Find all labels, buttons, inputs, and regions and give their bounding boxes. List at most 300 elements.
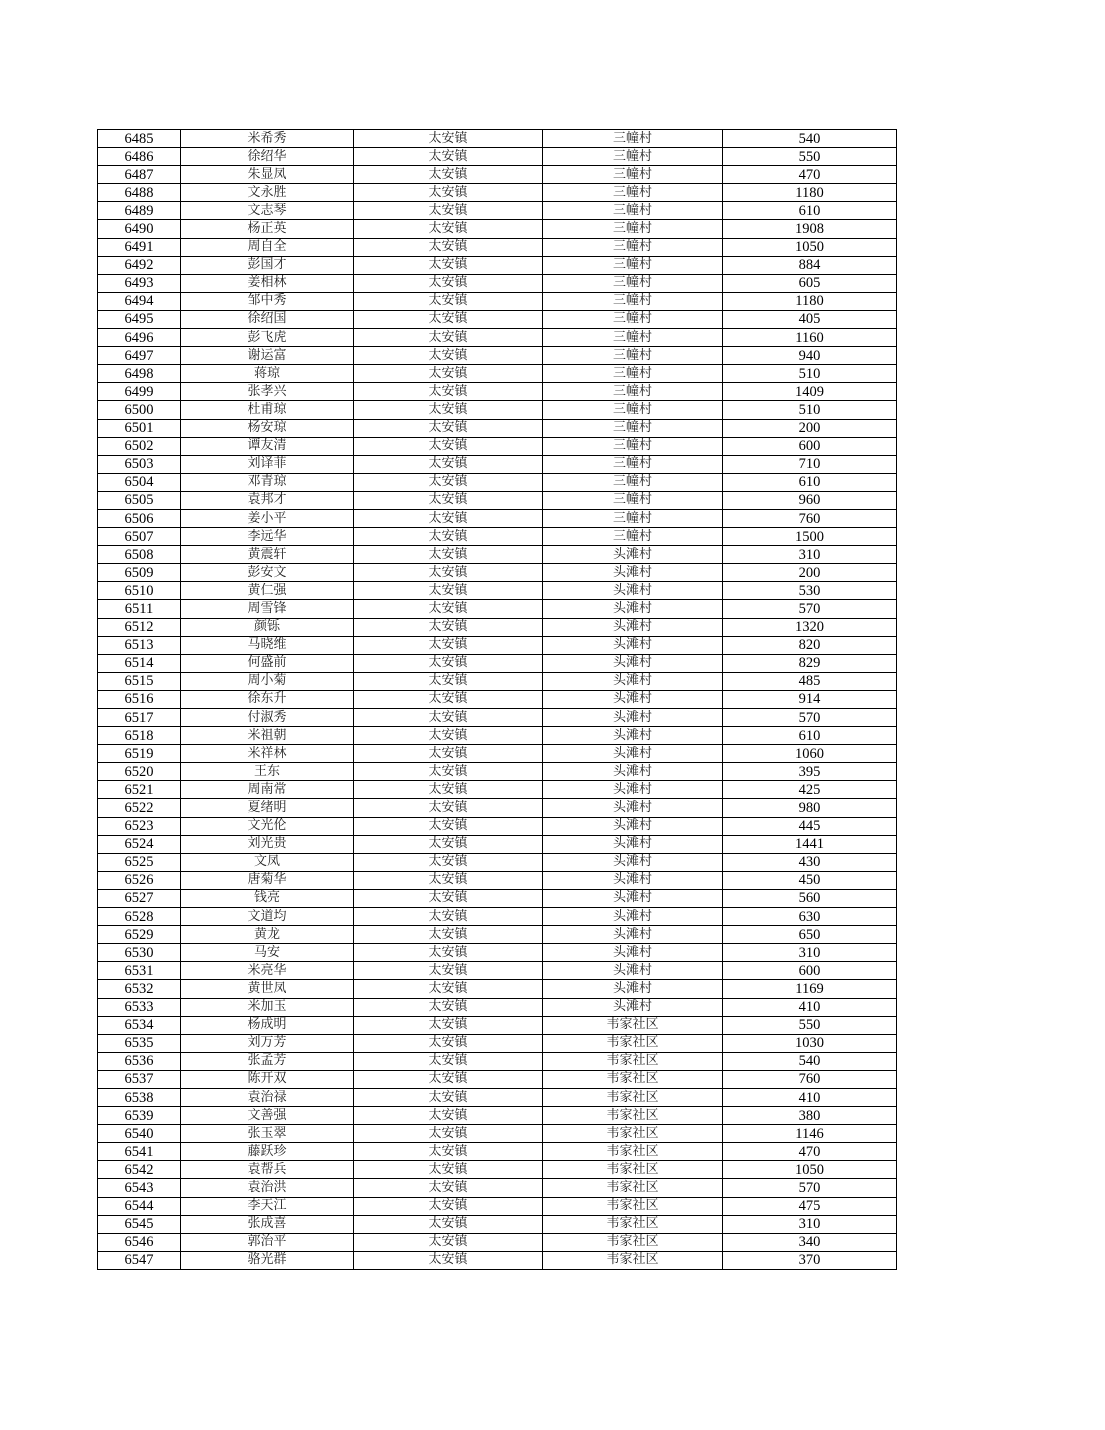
table-row [98,817,897,835]
name-cell: 黄龙 [181,926,354,944]
village-cell: 三幢村 [543,419,723,437]
name-cell: 彭安文 [181,564,354,582]
row-number-cell: 6503 [98,455,181,473]
table-row [98,1179,897,1197]
table-row [98,944,897,962]
village-cell: 三幢村 [543,202,723,220]
town-cell: 太安镇 [354,582,543,600]
village-cell: 头滩村 [543,654,723,672]
table-row [98,1251,897,1269]
amount-cell: 370 [723,1251,897,1269]
amount-cell: 200 [723,419,897,437]
name-cell: 袁治禄 [181,1088,354,1106]
name-cell: 刘万芳 [181,1034,354,1052]
town-cell: 太安镇 [354,1016,543,1034]
table-row [98,256,897,274]
row-number-cell: 6515 [98,672,181,690]
row-number-cell: 6495 [98,310,181,328]
town-cell: 太安镇 [354,256,543,274]
town-cell: 太安镇 [354,908,543,926]
name-cell: 米亮华 [181,962,354,980]
village-cell: 韦家社区 [543,1070,723,1088]
row-number-cell: 6506 [98,509,181,527]
name-cell: 藤跃珍 [181,1143,354,1161]
row-number-cell: 6545 [98,1215,181,1233]
amount-cell: 530 [723,582,897,600]
town-cell: 太安镇 [354,347,543,365]
village-cell: 韦家社区 [543,1107,723,1125]
village-cell: 三幢村 [543,401,723,419]
name-cell: 谢运富 [181,347,354,365]
village-cell: 头滩村 [543,853,723,871]
village-cell: 头滩村 [543,763,723,781]
name-cell: 杜甫琼 [181,401,354,419]
village-cell: 韦家社区 [543,1052,723,1070]
row-number-cell: 6525 [98,853,181,871]
row-number-cell: 6547 [98,1251,181,1269]
row-number-cell: 6543 [98,1179,181,1197]
table-row [98,745,897,763]
table-row [98,582,897,600]
town-cell: 太安镇 [354,473,543,491]
amount-cell: 1180 [723,292,897,310]
village-cell: 韦家社区 [543,1088,723,1106]
village-cell: 头滩村 [543,944,723,962]
village-cell: 韦家社区 [543,1034,723,1052]
name-cell: 黄震轩 [181,546,354,564]
village-cell: 三幢村 [543,491,723,509]
name-cell: 文光伦 [181,817,354,835]
row-number-cell: 6496 [98,329,181,347]
table-row [98,1215,897,1233]
village-cell: 三幢村 [543,509,723,527]
town-cell: 太安镇 [354,1107,543,1125]
town-cell: 太安镇 [354,383,543,401]
name-cell: 彭飞虎 [181,329,354,347]
row-number-cell: 6511 [98,600,181,618]
amount-cell: 710 [723,455,897,473]
village-cell: 韦家社区 [543,1016,723,1034]
row-number-cell: 6534 [98,1016,181,1034]
village-cell: 头滩村 [543,672,723,690]
name-cell: 姜小平 [181,509,354,527]
village-cell: 三幢村 [543,455,723,473]
row-number-cell: 6533 [98,998,181,1016]
village-cell: 头滩村 [543,962,723,980]
table-row [98,1034,897,1052]
table-row [98,238,897,256]
row-number-cell: 6500 [98,401,181,419]
town-cell: 太安镇 [354,238,543,256]
village-cell: 三幢村 [543,166,723,184]
town-cell: 太安镇 [354,455,543,473]
town-cell: 太安镇 [354,889,543,907]
row-number-cell: 6507 [98,528,181,546]
amount-cell: 410 [723,998,897,1016]
row-number-cell: 6522 [98,799,181,817]
amount-cell: 340 [723,1233,897,1251]
table-row [98,1233,897,1251]
table-row [98,383,897,401]
row-number-cell: 6544 [98,1197,181,1215]
village-cell: 头滩村 [543,817,723,835]
table-row [98,1143,897,1161]
town-cell: 太安镇 [354,980,543,998]
name-cell: 周南常 [181,781,354,799]
village-cell: 头滩村 [543,546,723,564]
table-row [98,1107,897,1125]
table-row [98,1016,897,1034]
amount-cell: 600 [723,962,897,980]
row-number-cell: 6519 [98,745,181,763]
town-cell: 太安镇 [354,1197,543,1215]
village-cell: 韦家社区 [543,1215,723,1233]
row-number-cell: 6494 [98,292,181,310]
amount-cell: 610 [723,727,897,745]
name-cell: 谭友清 [181,437,354,455]
row-number-cell: 6539 [98,1107,181,1125]
village-cell: 三幢村 [543,347,723,365]
amount-cell: 200 [723,564,897,582]
village-cell: 三幢村 [543,528,723,546]
table-row [98,926,897,944]
table-row [98,1125,897,1143]
row-number-cell: 6517 [98,709,181,727]
amount-cell: 310 [723,944,897,962]
town-cell: 太安镇 [354,202,543,220]
town-cell: 太安镇 [354,564,543,582]
town-cell: 太安镇 [354,220,543,238]
town-cell: 太安镇 [354,1251,543,1269]
name-cell: 张成喜 [181,1215,354,1233]
table-row [98,980,897,998]
table-row [98,799,897,817]
table-row [98,998,897,1016]
town-cell: 太安镇 [354,166,543,184]
town-cell: 太安镇 [354,926,543,944]
name-cell: 邹中秀 [181,292,354,310]
row-number-cell: 6505 [98,491,181,509]
town-cell: 太安镇 [354,509,543,527]
row-number-cell: 6520 [98,763,181,781]
amount-cell: 310 [723,546,897,564]
town-cell: 太安镇 [354,1034,543,1052]
table-row [98,908,897,926]
town-cell: 太安镇 [354,310,543,328]
row-number-cell: 6536 [98,1052,181,1070]
table-row [98,835,897,853]
name-cell: 刘光贵 [181,835,354,853]
name-cell: 米加玉 [181,998,354,1016]
name-cell: 徐东升 [181,690,354,708]
name-cell: 杨正英 [181,220,354,238]
amount-cell: 980 [723,799,897,817]
name-cell: 杨安琼 [181,419,354,437]
town-cell: 太安镇 [354,329,543,347]
amount-cell: 820 [723,636,897,654]
table-row [98,347,897,365]
row-number-cell: 6541 [98,1143,181,1161]
amount-cell: 540 [723,130,897,148]
amount-cell: 1160 [723,329,897,347]
name-cell: 钱亮 [181,889,354,907]
row-number-cell: 6546 [98,1233,181,1251]
town-cell: 太安镇 [354,401,543,419]
name-cell: 付淑秀 [181,709,354,727]
village-cell: 头滩村 [543,889,723,907]
town-cell: 太安镇 [354,1215,543,1233]
name-cell: 文凤 [181,853,354,871]
amount-cell: 1146 [723,1125,897,1143]
table-row [98,1088,897,1106]
amount-cell: 560 [723,889,897,907]
table-row [98,709,897,727]
village-cell: 三幢村 [543,184,723,202]
village-cell: 头滩村 [543,690,723,708]
town-cell: 太安镇 [354,1088,543,1106]
amount-cell: 570 [723,600,897,618]
amount-cell: 445 [723,817,897,835]
table-row [98,546,897,564]
name-cell: 米祥林 [181,745,354,763]
table-row [98,401,897,419]
row-number-cell: 6504 [98,473,181,491]
table-row [98,184,897,202]
table-row [98,672,897,690]
table-row [98,654,897,672]
data-table [97,129,897,1270]
village-cell: 韦家社区 [543,1143,723,1161]
table-row [98,781,897,799]
amount-cell: 960 [723,491,897,509]
table-row [98,491,897,509]
table-row [98,455,897,473]
town-cell: 太安镇 [354,437,543,455]
row-number-cell: 6491 [98,238,181,256]
name-cell: 姜相林 [181,274,354,292]
table-row [98,1161,897,1179]
amount-cell: 1908 [723,220,897,238]
amount-cell: 550 [723,148,897,166]
row-number-cell: 6485 [98,130,181,148]
name-cell: 何盛前 [181,654,354,672]
name-cell: 周自全 [181,238,354,256]
amount-cell: 829 [723,654,897,672]
table-row [98,600,897,618]
row-number-cell: 6493 [98,274,181,292]
table-row [98,1070,897,1088]
town-cell: 太安镇 [354,709,543,727]
amount-cell: 405 [723,310,897,328]
amount-cell: 470 [723,1143,897,1161]
table-row [98,437,897,455]
row-number-cell: 6498 [98,365,181,383]
name-cell: 张孝兴 [181,383,354,401]
name-cell: 徐绍华 [181,148,354,166]
village-cell: 头滩村 [543,835,723,853]
table-row [98,528,897,546]
table-row [98,1197,897,1215]
village-cell: 三幢村 [543,365,723,383]
name-cell: 夏绪明 [181,799,354,817]
amount-cell: 884 [723,256,897,274]
village-cell: 头滩村 [543,980,723,998]
row-number-cell: 6514 [98,654,181,672]
village-cell: 头滩村 [543,908,723,926]
name-cell: 米祖朝 [181,727,354,745]
row-number-cell: 6537 [98,1070,181,1088]
row-number-cell: 6492 [98,256,181,274]
village-cell: 头滩村 [543,564,723,582]
row-number-cell: 6532 [98,980,181,998]
town-cell: 太安镇 [354,781,543,799]
row-number-cell: 6540 [98,1125,181,1143]
town-cell: 太安镇 [354,618,543,636]
name-cell: 文永胜 [181,184,354,202]
name-cell: 彭国才 [181,256,354,274]
village-cell: 头滩村 [543,600,723,618]
table-row [98,329,897,347]
village-cell: 头滩村 [543,636,723,654]
table-row [98,130,897,148]
amount-cell: 540 [723,1052,897,1070]
table-row [98,853,897,871]
village-cell: 韦家社区 [543,1161,723,1179]
amount-cell: 1320 [723,618,897,636]
amount-cell: 1050 [723,238,897,256]
name-cell: 袁邦才 [181,491,354,509]
name-cell: 朱显凤 [181,166,354,184]
name-cell: 袁治洪 [181,1179,354,1197]
amount-cell: 1169 [723,980,897,998]
row-number-cell: 6531 [98,962,181,980]
name-cell: 米希秀 [181,130,354,148]
name-cell: 颜铄 [181,618,354,636]
name-cell: 蒋琼 [181,365,354,383]
village-cell: 头滩村 [543,998,723,1016]
table-row [98,889,897,907]
village-cell: 三幢村 [543,292,723,310]
amount-cell: 610 [723,473,897,491]
row-number-cell: 6497 [98,347,181,365]
amount-cell: 410 [723,1088,897,1106]
village-cell: 三幢村 [543,383,723,401]
table-row [98,202,897,220]
table-row [98,962,897,980]
village-cell: 三幢村 [543,220,723,238]
row-number-cell: 6523 [98,817,181,835]
table-row [98,564,897,582]
town-cell: 太安镇 [354,1143,543,1161]
village-cell: 三幢村 [543,310,723,328]
amount-cell: 760 [723,509,897,527]
town-cell: 太安镇 [354,745,543,763]
village-cell: 三幢村 [543,473,723,491]
table-row [98,419,897,437]
name-cell: 李天江 [181,1197,354,1215]
town-cell: 太安镇 [354,853,543,871]
amount-cell: 914 [723,690,897,708]
amount-cell: 570 [723,1179,897,1197]
village-cell: 头滩村 [543,709,723,727]
village-cell: 韦家社区 [543,1251,723,1269]
amount-cell: 1060 [723,745,897,763]
town-cell: 太安镇 [354,546,543,564]
name-cell: 张孟芳 [181,1052,354,1070]
table-row [98,618,897,636]
table-row [98,148,897,166]
amount-cell: 605 [723,274,897,292]
row-number-cell: 6512 [98,618,181,636]
town-cell: 太安镇 [354,636,543,654]
name-cell: 陈开双 [181,1070,354,1088]
amount-cell: 1500 [723,528,897,546]
name-cell: 徐绍国 [181,310,354,328]
table-row [98,763,897,781]
table-row [98,727,897,745]
town-cell: 太安镇 [354,491,543,509]
name-cell: 骆光群 [181,1251,354,1269]
name-cell: 黄仁强 [181,582,354,600]
village-cell: 三幢村 [543,148,723,166]
row-number-cell: 6501 [98,419,181,437]
village-cell: 韦家社区 [543,1233,723,1251]
table-row [98,473,897,491]
row-number-cell: 6535 [98,1034,181,1052]
town-cell: 太安镇 [354,871,543,889]
town-cell: 太安镇 [354,763,543,781]
village-cell: 三幢村 [543,256,723,274]
row-number-cell: 6487 [98,166,181,184]
amount-cell: 570 [723,709,897,727]
amount-cell: 550 [723,1016,897,1034]
town-cell: 太安镇 [354,962,543,980]
row-number-cell: 6518 [98,727,181,745]
row-number-cell: 6486 [98,148,181,166]
amount-cell: 1409 [723,383,897,401]
town-cell: 太安镇 [354,148,543,166]
table-row [98,509,897,527]
town-cell: 太安镇 [354,600,543,618]
amount-cell: 760 [723,1070,897,1088]
amount-cell: 630 [723,908,897,926]
village-cell: 三幢村 [543,329,723,347]
name-cell: 郭治平 [181,1233,354,1251]
town-cell: 太安镇 [354,1070,543,1088]
name-cell: 刘译菲 [181,455,354,473]
row-number-cell: 6513 [98,636,181,654]
village-cell: 头滩村 [543,745,723,763]
row-number-cell: 6516 [98,690,181,708]
town-cell: 太安镇 [354,130,543,148]
row-number-cell: 6526 [98,871,181,889]
amount-cell: 430 [723,853,897,871]
row-number-cell: 6542 [98,1161,181,1179]
town-cell: 太安镇 [354,944,543,962]
village-cell: 头滩村 [543,871,723,889]
row-number-cell: 6527 [98,889,181,907]
amount-cell: 600 [723,437,897,455]
name-cell: 文道均 [181,908,354,926]
table-body [98,130,897,1270]
name-cell: 周小菊 [181,672,354,690]
name-cell: 李远华 [181,528,354,546]
amount-cell: 380 [723,1107,897,1125]
name-cell: 马安 [181,944,354,962]
village-cell: 韦家社区 [543,1179,723,1197]
village-cell: 三幢村 [543,437,723,455]
row-number-cell: 6490 [98,220,181,238]
